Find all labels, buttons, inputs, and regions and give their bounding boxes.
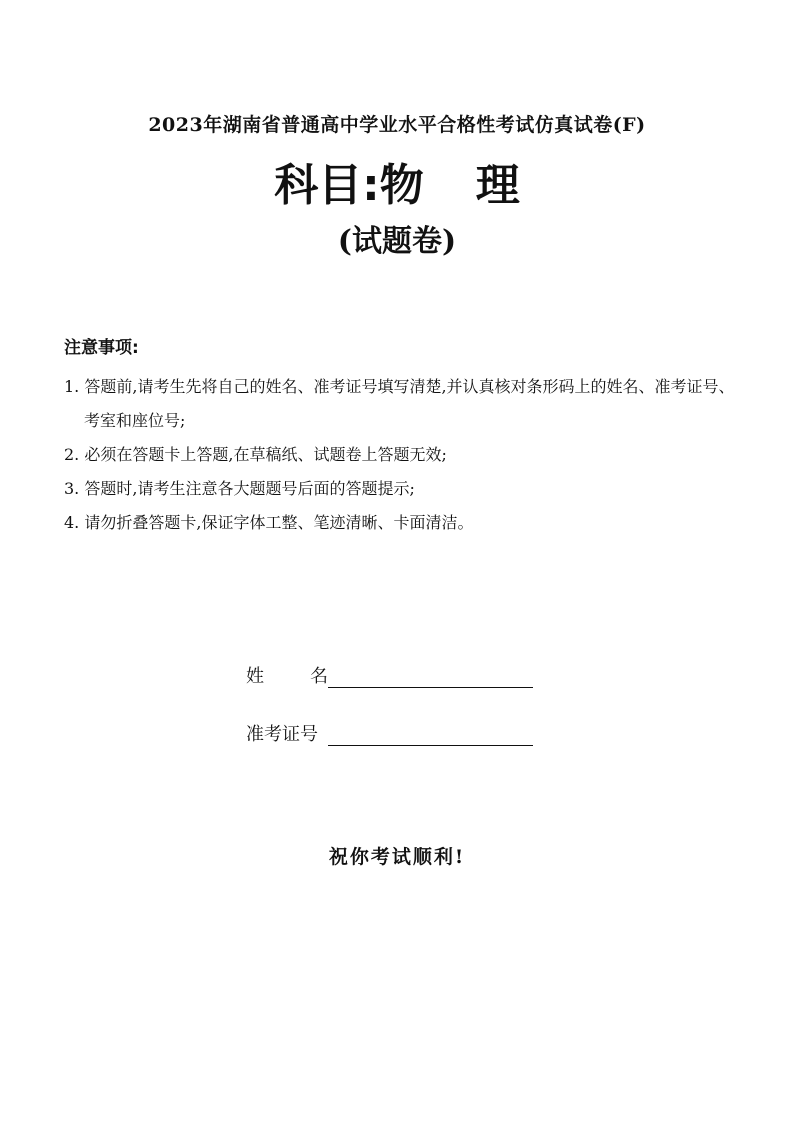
notice-heading: 注意事项: [64,338,139,358]
name-label-second-char: 名 [310,666,328,687]
exam-title: 2023年湖南省普通高中学业水平合格性考试仿真试卷(F) [148,114,646,136]
notice-item-3: 3. 答题时,请考生注意各大题题号后面的答题提示; [64,479,415,498]
notice-item-4: 4. 请勿折叠答题卡,保证字体工整、笔迹清晰、卡面清洁。 [64,513,474,532]
exam-id-field-row [246,720,533,746]
subject-title-prefix: 科目:物 [274,160,424,211]
name-field-row [246,662,533,688]
notice-item-2: 2. 必须在答题卡上答题,在草稿纸、试题卷上答题无效; [64,445,447,464]
name-field-label [246,662,328,688]
name-label-first-char: 姓 [246,666,264,687]
exam-id-field-label: 准考证号 [246,724,318,745]
subject-title-suffix: 理 [475,160,520,211]
notice-list [64,370,744,540]
volume-title: (试题卷) [337,224,457,259]
subject-title [0,156,794,216]
blessing-text: 祝你考试顺利! [328,846,466,868]
notice-item-1: 1. 答题前,请考生先将自己的姓名、准考证号填写清楚,并认真核对条形码上的姓名、准考证号、考室和座位号; [64,377,735,430]
name-field-blank[interactable] [328,663,533,688]
exam-id-field-blank[interactable] [328,721,533,746]
